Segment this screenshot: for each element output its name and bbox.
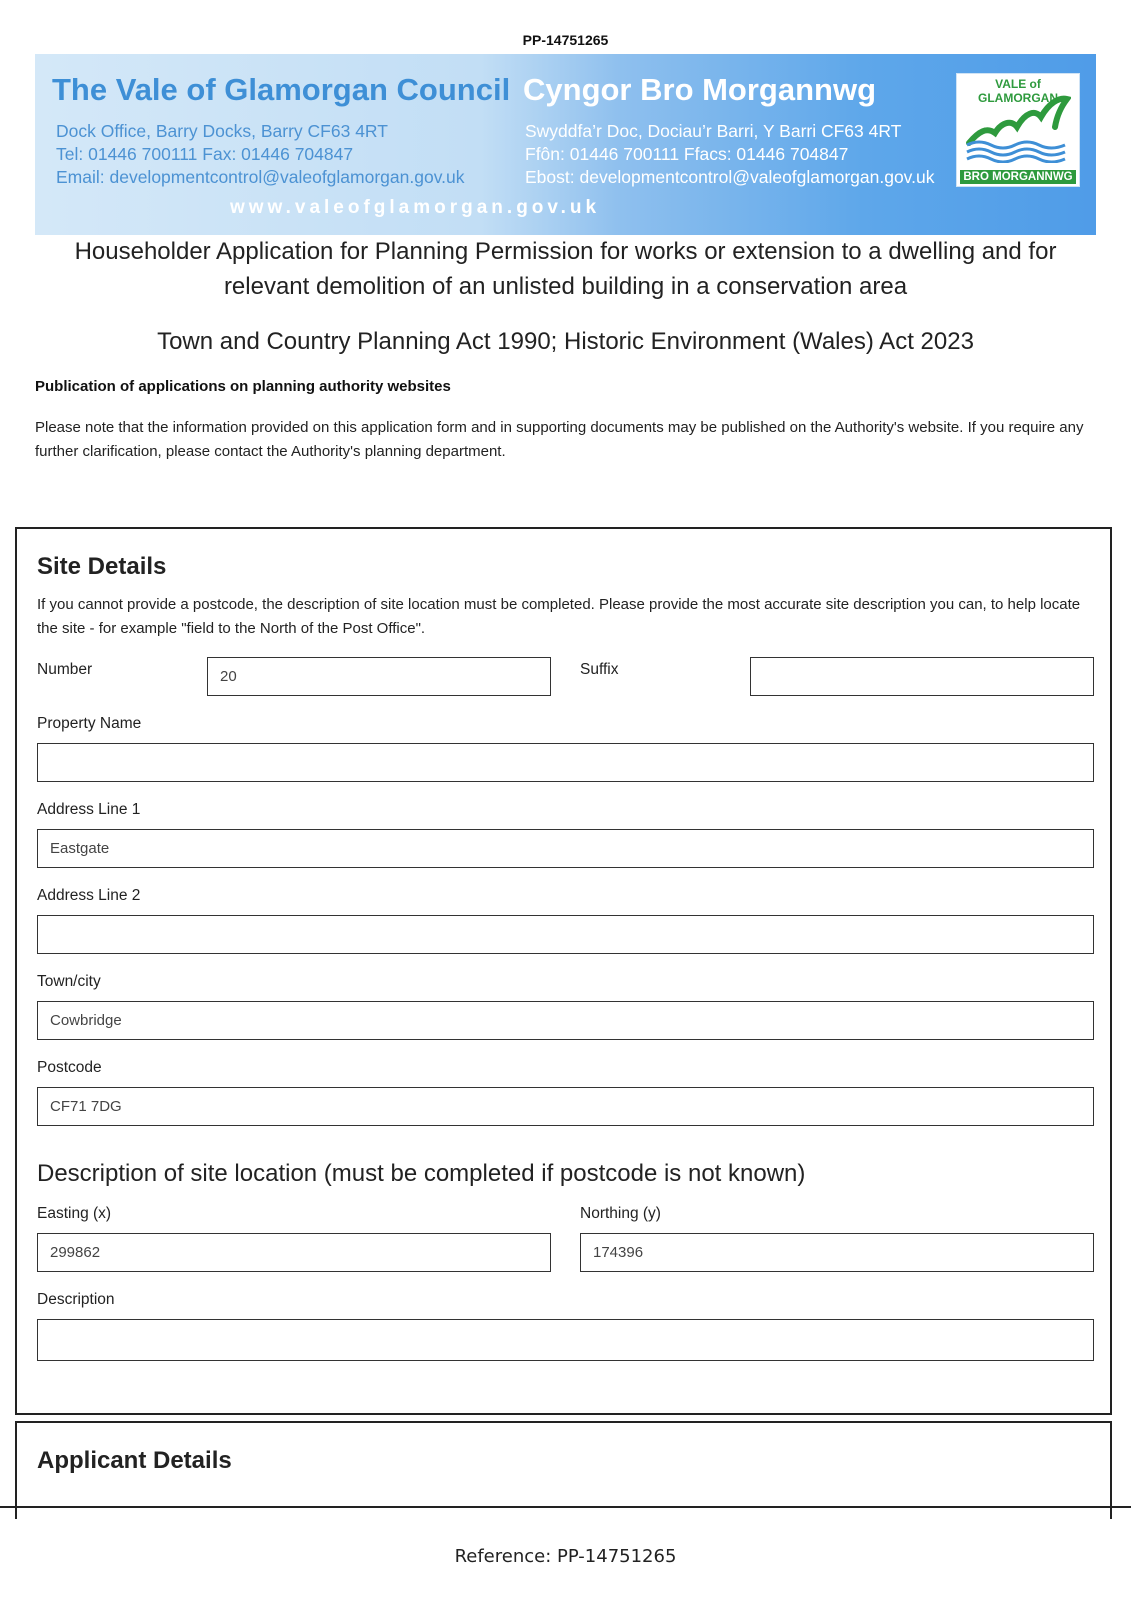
number-field[interactable]: 20 [207,657,551,696]
coastline-wave-icon [965,93,1071,163]
council-logo [956,73,1080,187]
address-line-1-label: Address Line 1 [37,801,141,818]
applicant-details-title: Applicant Details [37,1447,232,1474]
site-details-title: Site Details [37,553,167,580]
number-label: Number [37,661,93,678]
footer-reference: Reference: PP-14751265 [454,1546,677,1567]
publication-heading: Publication of applications on planning authority websites [35,378,451,395]
suffix-label: Suffix [580,661,619,678]
reference-number-top: PP-14751265 [522,32,609,48]
form-title-line-2: relevant demolition of an unlisted building in a conservation area [223,273,908,300]
site-details-intro: If you cannot provide a postcode, the description of site location must be completed. Please provide the most accurate site description you can, to help locate the site - for example "field to the North of the Post Office". [37,596,1081,637]
address-english: Dock Office, Barry Docks, Barry CF63 4RT [56,121,388,141]
town-city-field[interactable]: Cowbridge [37,1001,1094,1040]
council-name-english: The Vale of Glamorgan Council [52,72,511,107]
logo-top-text: VALE of GLAMORGAN [978,77,1058,105]
description-label: Description [37,1291,115,1308]
email-english: Email: developmentcontrol@valeofglamorgan.gov.uk [56,167,465,187]
legislation-acts: Town and Country Planning Act 1990; Historic Environment (Wales) Act 2023 [157,328,974,355]
phone-english: Tel: 01446 700111 Fax: 01446 704847 [56,144,354,164]
easting-field[interactable]: 299862 [37,1233,551,1272]
council-banner [35,54,1096,235]
suffix-field[interactable] [750,657,1094,696]
address-line-1-field[interactable]: Eastgate [37,829,1094,868]
site-details-section [15,527,1112,1415]
address-welsh: Swyddfa’r Doc, Dociau’r Barri, Y Barri CF63 4RT [525,121,902,141]
easting-label: Easting (x) [37,1205,112,1222]
property-name-label: Property Name [37,715,142,732]
email-welsh: Ebost: developmentcontrol@valeofglamorgan.gov.uk [525,167,935,187]
postcode-label: Postcode [37,1059,102,1076]
description-field[interactable] [37,1319,1094,1361]
property-name-field[interactable] [37,743,1094,782]
logo-bottom-text: BRO MORGANNWG [960,170,1076,184]
postcode-field[interactable]: CF71 7DG [37,1087,1094,1126]
address-line-2-field[interactable] [37,915,1094,954]
applicant-details-section [15,1421,1112,1519]
council-name-welsh: Cyngor Bro Morgannwg [523,72,877,107]
publication-notice: Please note that the information provided on this application form and in supporting documents may be published on the Authority's website. If you require any further clarification, please contact the Authority's planning department. [35,419,1084,460]
site-location-heading: Description of site location (must be completed if postcode is not known) [37,1160,806,1187]
website-url: www.valeofglamorgan.gov.uk [229,197,601,218]
northing-field[interactable]: 174396 [580,1233,1094,1272]
footer-divider [0,1506,1131,1508]
form-title-line-1: Householder Application for Planning Permission for works or extension to a dwelling and for [74,238,1057,265]
town-city-label: Town/city [37,973,101,990]
northing-label: Northing (y) [580,1205,661,1222]
phone-welsh: Ffôn: 01446 700111 Ffacs: 01446 704847 [525,144,849,164]
address-line-2-label: Address Line 2 [37,887,141,904]
